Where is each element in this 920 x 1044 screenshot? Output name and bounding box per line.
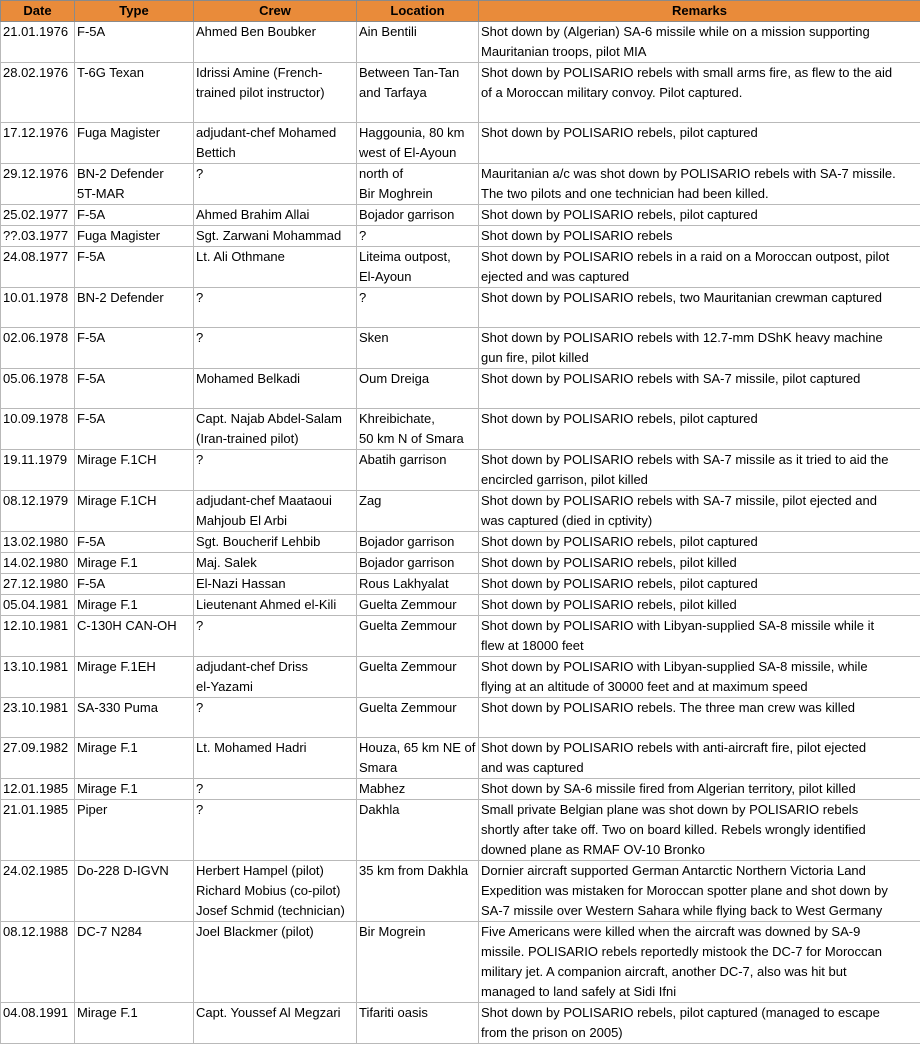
date-cell: 24.08.1977 [1,247,75,288]
crew-cell: Idrissi Amine (French- trained pilot instructor) [194,63,357,123]
type-cell: Mirage F.1 [75,553,194,574]
type-cell: F-5A [75,205,194,226]
remarks-cell: Shot down by SA-6 missile fired from Algerian territory, pilot killed [479,779,920,800]
table-row [1,861,920,922]
date-cell: 23.10.1981 [1,698,75,738]
table-row [1,1003,920,1044]
location-cell: Guelta Zemmour [357,595,479,616]
table-row [1,328,920,369]
remarks-cell: Shot down by POLISARIO rebels, pilot captured [479,409,920,450]
remarks-cell: Shot down by POLISARIO with Libyan-supplied SA-8 missile, while flying at an altitude of 30000 feet and at maximum speed [479,657,920,698]
date-cell: 04.08.1991 [1,1003,75,1044]
crew-cell: ? [194,616,357,657]
type-cell: Piper [75,800,194,861]
date-cell: 13.02.1980 [1,532,75,553]
date-cell: 25.02.1977 [1,205,75,226]
date-cell: 29.12.1976 [1,164,75,205]
remarks-cell: Shot down by POLISARIO with Libyan-supplied SA-8 missile while it flew at 18000 feet [479,616,920,657]
table-row [1,226,920,247]
table-row [1,800,920,861]
date-cell: 24.02.1985 [1,861,75,922]
remarks-cell: Shot down by POLISARIO rebels, two Mauritanian crewman captured [479,288,920,328]
remarks-cell: Shot down by (Algerian) SA-6 missile while on a mission supporting Mauritanian troops, pilot MIA [479,22,920,63]
location-cell: Houza, 65 km NE of Smara [357,738,479,779]
table-row [1,922,920,1003]
type-cell: C-130H CAN-OH [75,616,194,657]
table-row [1,491,920,532]
remarks-cell: Shot down by POLISARIO rebels. The three man crew was killed [479,698,920,738]
date-cell: 21.01.1985 [1,800,75,861]
type-cell: Fuga Magister [75,123,194,164]
date-cell: 17.12.1976 [1,123,75,164]
date-cell: 05.06.1978 [1,369,75,409]
type-cell: F-5A [75,369,194,409]
crew-cell: Lieutenant Ahmed el-Kili [194,595,357,616]
crew-cell: Capt. Najab Abdel-Salam (Iran-trained pilot) [194,409,357,450]
remarks-cell: Five Americans were killed when the aircraft was downed by SA-9 missile. POLISARIO rebels reportedly mistook the DC-7 for Moroccan military jet. A companion aircraft, another DC-7, also was hit but managed to land safely at Sidi Ifni [479,922,920,1003]
remarks-cell: Shot down by POLISARIO rebels with anti-aircraft fire, pilot ejected and was captured [479,738,920,779]
type-cell: BN-2 Defender [75,288,194,328]
header-date: Date [1,1,75,22]
type-cell: F-5A [75,532,194,553]
crew-cell: ? [194,164,357,205]
header-type: Type [75,1,194,22]
remarks-cell: Shot down by POLISARIO rebels, pilot captured [479,532,920,553]
table-row [1,532,920,553]
type-cell: F-5A [75,22,194,63]
crew-cell: ? [194,698,357,738]
crew-cell: Maj. Salek [194,553,357,574]
location-cell: Haggounia, 80 km west of El-Ayoun [357,123,479,164]
location-cell: Bojador garrison [357,532,479,553]
crew-cell: Lt. Mohamed Hadri [194,738,357,779]
type-cell: F-5A [75,247,194,288]
remarks-cell: Shot down by POLISARIO rebels, pilot captured [479,574,920,595]
remarks-cell: Shot down by POLISARIO rebels with 12.7-mm DShK heavy machine gun fire, pilot killed [479,328,920,369]
date-cell: 19.11.1979 [1,450,75,491]
remarks-cell: Shot down by POLISARIO rebels with SA-7 missile, pilot ejected and was captured (died in cptivity) [479,491,920,532]
type-cell: DC-7 N284 [75,922,194,1003]
table-row [1,123,920,164]
type-cell: Mirage F.1EH [75,657,194,698]
remarks-cell: Shot down by POLISARIO rebels, pilot captured [479,123,920,164]
remarks-cell: Shot down by POLISARIO rebels, pilot killed [479,595,920,616]
crew-cell: ? [194,800,357,861]
date-cell: 21.01.1976 [1,22,75,63]
header-row [1,1,920,22]
location-cell: Mabhez [357,779,479,800]
type-cell: Fuga Magister [75,226,194,247]
table-row [1,574,920,595]
crew-cell: adjudant-chef Mohamed Bettich [194,123,357,164]
location-cell: Guelta Zemmour [357,616,479,657]
type-cell: Mirage F.1 [75,779,194,800]
crew-cell: Lt. Ali Othmane [194,247,357,288]
remarks-cell: Mauritanian a/c was shot down by POLISARIO rebels with SA-7 missile. The two pilots and one technician had been killed. [479,164,920,205]
remarks-cell: Shot down by POLISARIO rebels [479,226,920,247]
date-cell: 08.12.1979 [1,491,75,532]
type-cell: Mirage F.1 [75,1003,194,1044]
location-cell: Tifariti oasis [357,1003,479,1044]
crew-cell: Herbert Hampel (pilot) Richard Mobius (co-pilot) Josef Schmid (technician) [194,861,357,922]
location-cell: Abatih garrison [357,450,479,491]
date-cell: 10.01.1978 [1,288,75,328]
crew-cell: adjudant-chef Driss el-Yazami [194,657,357,698]
type-cell: Mirage F.1 [75,738,194,779]
location-cell: Liteima outpost, El-Ayoun [357,247,479,288]
table-row [1,595,920,616]
table-row [1,164,920,205]
table-row [1,779,920,800]
remarks-cell: Shot down by POLISARIO rebels, pilot killed [479,553,920,574]
header-location: Location [357,1,479,22]
location-cell: Dakhla [357,800,479,861]
remarks-cell: Shot down by POLISARIO rebels with SA-7 missile as it tried to aid the encircled garrison, pilot killed [479,450,920,491]
crew-cell: Ahmed Ben Boubker [194,22,357,63]
date-cell: 13.10.1981 [1,657,75,698]
remarks-cell: Dornier aircraft supported German Antarctic Northern Victoria Land Expedition was mistaken for Moroccan spotter plane and shot down by SA-7 missile over Western Sahara while flying back to West Germany [479,861,920,922]
remarks-cell: Shot down by POLISARIO rebels, pilot captured [479,205,920,226]
table-row [1,63,920,123]
location-cell: Oum Dreiga [357,369,479,409]
date-cell: ??.03.1977 [1,226,75,247]
location-cell: Bir Mogrein [357,922,479,1003]
crew-cell: Sgt. Boucherif Lehbib [194,532,357,553]
location-cell: ? [357,288,479,328]
type-cell: F-5A [75,328,194,369]
type-cell: F-5A [75,409,194,450]
table-row [1,288,920,328]
crew-cell: Capt. Youssef Al Megzari [194,1003,357,1044]
date-cell: 12.10.1981 [1,616,75,657]
remarks-cell: Shot down by POLISARIO rebels in a raid on a Moroccan outpost, pilot ejected and was captured [479,247,920,288]
header-crew: Crew [194,1,357,22]
table-row [1,409,920,450]
header-remarks: Remarks [479,1,920,22]
date-cell: 14.02.1980 [1,553,75,574]
table-body [1,22,920,1044]
table-row [1,738,920,779]
date-cell: 27.12.1980 [1,574,75,595]
location-cell: Guelta Zemmour [357,698,479,738]
table-row [1,450,920,491]
type-cell: T-6G Texan [75,63,194,123]
table-row [1,205,920,226]
table-row [1,698,920,738]
crew-cell: Ahmed Brahim Allai [194,205,357,226]
location-cell: Rous Lakhyalat [357,574,479,595]
location-cell: Khreibichate, 50 km N of Smara [357,409,479,450]
crew-cell: ? [194,779,357,800]
location-cell: Between Tan-Tan and Tarfaya [357,63,479,123]
remarks-cell: Shot down by POLISARIO rebels with SA-7 missile, pilot captured [479,369,920,409]
crew-cell: ? [194,450,357,491]
crew-cell: Sgt. Zarwani Mohammad [194,226,357,247]
type-cell: Mirage F.1CH [75,491,194,532]
crew-cell: Mohamed Belkadi [194,369,357,409]
date-cell: 05.04.1981 [1,595,75,616]
table-row [1,657,920,698]
crew-cell: ? [194,328,357,369]
date-cell: 08.12.1988 [1,922,75,1003]
type-cell: Mirage F.1CH [75,450,194,491]
date-cell: 27.09.1982 [1,738,75,779]
location-cell: Bojador garrison [357,205,479,226]
table-row [1,553,920,574]
crew-cell: Joel Blackmer (pilot) [194,922,357,1003]
location-cell: Zag [357,491,479,532]
date-cell: 10.09.1978 [1,409,75,450]
location-cell: 35 km from Dakhla [357,861,479,922]
date-cell: 28.02.1976 [1,63,75,123]
type-cell: BN-2 Defender 5T-MAR [75,164,194,205]
table-row [1,616,920,657]
remarks-cell: Shot down by POLISARIO rebels, pilot captured (managed to escape from the prison on 2005) [479,1003,920,1044]
type-cell: F-5A [75,574,194,595]
remarks-cell: Shot down by POLISARIO rebels with small arms fire, as flew to the aid of a Moroccan military convoy. Pilot captured. [479,63,920,123]
table-row [1,247,920,288]
table-row [1,369,920,409]
type-cell: SA-330 Puma [75,698,194,738]
location-cell: Bojador garrison [357,553,479,574]
date-cell: 02.06.1978 [1,328,75,369]
location-cell: Ain Bentili [357,22,479,63]
date-cell: 12.01.1985 [1,779,75,800]
type-cell: Mirage F.1 [75,595,194,616]
location-cell: Sken [357,328,479,369]
crew-cell: adjudant-chef Maataoui Mahjoub El Arbi [194,491,357,532]
crew-cell: El-Nazi Hassan [194,574,357,595]
remarks-cell: Small private Belgian plane was shot down by POLISARIO rebels shortly after take off. Two on board killed. Rebels wrongly identified downed plane as RMAF OV-10 Bronko [479,800,920,861]
table-row [1,22,920,63]
location-cell: ? [357,226,479,247]
location-cell: Guelta Zemmour [357,657,479,698]
type-cell: Do-228 D-IGVN [75,861,194,922]
location-cell: north of Bir Moghrein [357,164,479,205]
crew-cell: ? [194,288,357,328]
